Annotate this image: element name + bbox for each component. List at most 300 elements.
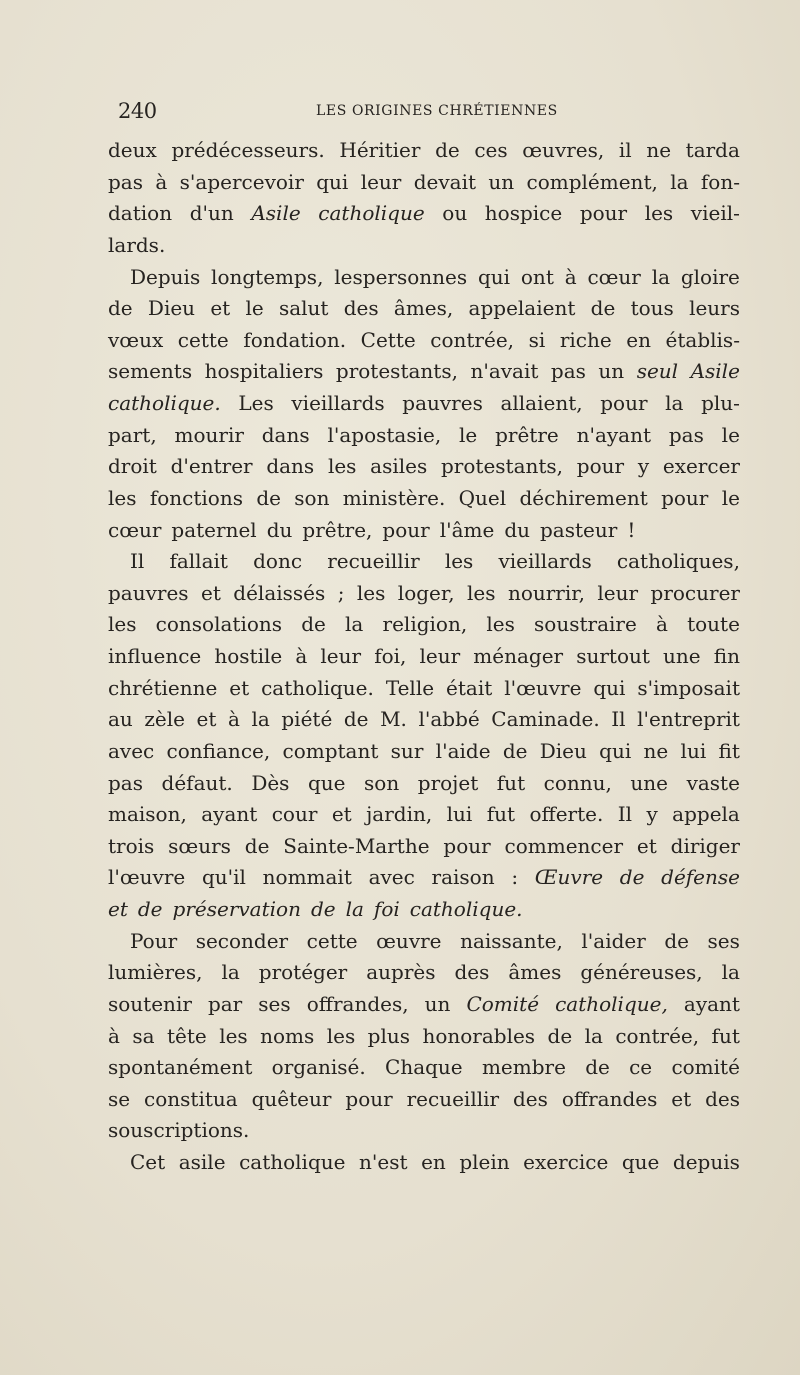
word: sur <box>390 738 424 763</box>
word: la <box>651 264 671 289</box>
word: la <box>721 960 740 985</box>
word: les <box>219 1023 248 1048</box>
word: ou <box>442 201 468 226</box>
word: protestants, <box>441 454 564 479</box>
word: ce <box>629 1055 653 1080</box>
word: généreuses, <box>580 960 703 985</box>
word: piété <box>281 707 333 732</box>
word: de <box>301 612 326 637</box>
word: prédécesseurs. <box>171 138 325 162</box>
word: asiles <box>370 454 428 479</box>
word: zèle <box>144 707 185 732</box>
italic-word: de <box>619 865 645 890</box>
word: cette <box>306 928 358 953</box>
word: confiance, <box>166 738 271 763</box>
word: la <box>345 612 364 637</box>
word: influence <box>108 644 202 668</box>
word: d'entrer <box>170 454 253 479</box>
word: ménager <box>473 644 564 668</box>
word: Sainte-Marthe <box>283 833 430 858</box>
word: établis- <box>665 327 740 352</box>
page-header <box>118 99 758 127</box>
word: pauvres <box>108 580 189 605</box>
italic-word: seul <box>636 359 679 384</box>
word: lumières, <box>108 960 203 985</box>
word: catholiques, <box>616 549 740 574</box>
word: nommait <box>262 865 352 890</box>
text-line <box>108 451 740 483</box>
italic-word: préservation <box>172 897 301 921</box>
text-line <box>108 293 740 325</box>
text-line <box>108 609 740 641</box>
word: procurer <box>650 580 740 605</box>
word: des <box>454 960 490 985</box>
word: organisé. <box>271 1055 366 1080</box>
word: à <box>108 1023 120 1048</box>
word: appela <box>672 802 740 827</box>
word: lui <box>446 802 473 827</box>
word: les <box>444 549 474 574</box>
text-line <box>108 325 740 357</box>
word: de <box>435 138 460 162</box>
word: la <box>251 707 270 732</box>
word: droit <box>108 454 157 479</box>
word: le <box>721 485 740 510</box>
word: paternel <box>171 517 257 542</box>
italic-word: défense <box>661 865 740 890</box>
word: qui <box>316 169 349 194</box>
text-line <box>108 483 740 515</box>
word: à <box>655 612 668 637</box>
word: qui <box>593 675 626 700</box>
word: ne <box>643 738 669 763</box>
word: Chaque <box>385 1055 463 1080</box>
word: y <box>646 802 658 827</box>
word: hospitaliers <box>204 359 324 384</box>
word: pas <box>108 169 143 194</box>
word: les <box>467 580 496 605</box>
word: d'un <box>189 201 234 226</box>
word: de <box>244 833 270 858</box>
word: les <box>108 612 137 637</box>
word: l'œuvre <box>108 865 186 890</box>
text-line <box>108 862 740 894</box>
italic-word: Asile <box>251 201 301 226</box>
text-line <box>108 1052 740 1084</box>
body-text <box>108 135 740 1179</box>
text-line <box>108 831 740 863</box>
word: : <box>511 865 519 890</box>
word: les <box>326 1023 356 1048</box>
word: souscriptions. <box>108 1118 250 1143</box>
word: s'imposait <box>637 675 740 700</box>
word: fallait <box>169 549 228 574</box>
text-line <box>108 578 740 610</box>
italic-word: catholique. <box>108 391 221 415</box>
word: Caminade. <box>491 707 600 732</box>
italic-word: Asile <box>690 359 740 384</box>
word: recueillir <box>406 1086 500 1111</box>
word: des <box>513 1086 548 1111</box>
word: à <box>295 644 308 668</box>
word: maison, <box>108 802 187 827</box>
word: constitua <box>144 1086 238 1111</box>
word: du <box>504 517 530 542</box>
word: Il <box>617 802 633 827</box>
word: leur <box>360 169 402 194</box>
word: les <box>356 580 386 605</box>
word: lui <box>680 738 707 763</box>
word: l'apostasie, <box>327 422 442 447</box>
word: cœur <box>587 264 641 289</box>
word: lards. <box>108 232 166 257</box>
word: de <box>256 485 281 510</box>
word: pour <box>382 517 430 542</box>
word: leur <box>597 580 639 605</box>
word: et <box>671 1086 692 1111</box>
text-line <box>108 641 740 673</box>
word: Dès <box>251 770 290 795</box>
word: vieillards <box>498 549 592 574</box>
text-line <box>108 957 740 989</box>
word: son <box>294 485 330 510</box>
word: Pour <box>130 928 178 953</box>
word: de <box>502 738 528 763</box>
word: les <box>486 612 515 637</box>
italic-word: de <box>137 897 163 921</box>
text-line <box>108 768 740 800</box>
word: que <box>621 1150 660 1174</box>
word: de <box>585 1055 610 1080</box>
word: ses <box>707 928 740 953</box>
word: gloire <box>680 264 740 289</box>
word: salut <box>278 296 329 321</box>
word: sa <box>132 1023 155 1048</box>
word: en <box>626 327 651 352</box>
word: noms <box>260 1023 315 1048</box>
word: défaut. <box>161 770 233 795</box>
word: pasteur <box>540 517 618 542</box>
word: s'apercevoir <box>179 169 304 194</box>
word: pas <box>668 422 704 447</box>
word: Depuis <box>130 264 201 289</box>
page-number: 240 <box>118 99 157 123</box>
word: que <box>307 770 346 795</box>
word: n'est <box>359 1150 408 1174</box>
text-line <box>108 989 740 1021</box>
word: ses <box>258 991 291 1016</box>
word: fonctions <box>149 485 243 510</box>
text-line <box>108 546 740 578</box>
word: au <box>108 707 133 732</box>
word: pour <box>345 1086 393 1111</box>
word: plein <box>459 1150 510 1174</box>
word: se <box>108 1086 131 1111</box>
word: fon- <box>700 169 740 194</box>
word: pour <box>576 454 625 479</box>
word: pour <box>443 833 491 858</box>
word: le <box>721 422 740 447</box>
word: le <box>245 296 264 321</box>
word: les <box>108 485 137 510</box>
word: Cet <box>130 1150 166 1174</box>
word: ne <box>646 138 672 162</box>
word: exercer <box>662 454 740 479</box>
word: appelaient <box>468 296 576 321</box>
word: pour <box>579 201 628 226</box>
word: déchirement <box>519 485 648 510</box>
word: prêtre, <box>302 517 373 542</box>
word: qu'il <box>201 865 246 890</box>
word: fut <box>711 1023 740 1048</box>
word: vœux <box>108 327 164 352</box>
word: de <box>547 1023 573 1048</box>
word: protéger <box>258 960 348 985</box>
word: de <box>664 928 689 953</box>
word: Cette <box>360 327 416 352</box>
word: délaissés <box>233 580 326 605</box>
italic-word: Comité <box>466 991 540 1016</box>
word: œuvre <box>376 928 442 953</box>
word: spontanément <box>108 1055 253 1080</box>
word: comptant <box>282 738 379 763</box>
word: M. <box>380 707 407 732</box>
word: vaste <box>686 770 740 795</box>
word: le <box>459 422 478 447</box>
word: leur <box>320 644 362 668</box>
word: jardin, <box>366 802 433 827</box>
word: l'œuvre <box>504 675 582 700</box>
word: son <box>364 770 400 795</box>
word: consolations <box>155 612 283 637</box>
word: mourir <box>174 422 244 447</box>
word: vieillards <box>291 391 385 415</box>
word: y <box>637 454 650 479</box>
italic-word: de <box>310 897 336 921</box>
text-line <box>108 736 740 768</box>
word: en <box>421 1150 446 1174</box>
text-line <box>108 262 740 294</box>
word: plu- <box>701 391 740 415</box>
word: œuvres, <box>522 138 605 162</box>
word: contrée, <box>430 327 515 352</box>
word: catholique <box>239 1150 346 1174</box>
italic-word: catholique <box>318 201 425 226</box>
word: ont <box>520 264 554 289</box>
word: sœurs <box>168 833 231 858</box>
word: religion, <box>382 612 468 637</box>
word: Héritier <box>339 138 421 162</box>
text-line <box>108 198 740 230</box>
italic-word: foi <box>373 897 400 921</box>
word: leurs <box>689 296 740 321</box>
word: connu, <box>543 770 612 795</box>
word: Telle <box>385 675 435 700</box>
word: une <box>630 770 669 795</box>
word: fut <box>496 770 526 795</box>
word: Il <box>130 549 145 574</box>
text-line <box>108 926 740 958</box>
word: protestants, <box>335 359 458 384</box>
word: loger, <box>397 580 455 605</box>
word: offrandes <box>561 1086 658 1111</box>
text-line <box>108 420 740 452</box>
text-line <box>108 515 740 547</box>
word: n'avait <box>470 359 539 384</box>
word: un <box>488 169 515 194</box>
word: honorables <box>422 1023 536 1048</box>
word: Quel <box>458 485 507 510</box>
word: dans <box>266 454 315 479</box>
word: leur <box>419 644 461 668</box>
word: du <box>266 517 293 542</box>
text-line <box>108 388 740 420</box>
word: depuis <box>672 1150 740 1174</box>
word: fin <box>713 644 740 668</box>
word: pas <box>550 359 586 384</box>
word: deux <box>108 138 157 162</box>
word: seconder <box>195 928 289 953</box>
word: les <box>644 201 674 226</box>
word: et <box>331 802 352 827</box>
word: ayant <box>201 802 258 827</box>
word: ministère. <box>342 485 446 510</box>
word: plus <box>367 1023 410 1048</box>
word: l'entreprit <box>637 707 740 732</box>
word: comité <box>671 1055 740 1080</box>
word: la <box>665 391 684 415</box>
word: l'aide <box>435 738 491 763</box>
word: cette <box>177 327 229 352</box>
word: sements <box>108 359 193 384</box>
text-line <box>108 135 740 167</box>
word: offerte. <box>529 802 604 827</box>
word: à <box>564 264 577 289</box>
word: ayant <box>683 991 740 1016</box>
italic-word: catholique, <box>555 991 668 1016</box>
word: si <box>528 327 546 352</box>
text-line <box>108 1021 740 1053</box>
word: pas <box>108 770 143 795</box>
text-line <box>108 230 740 262</box>
text-line <box>108 1084 740 1116</box>
word: asile <box>178 1150 226 1174</box>
word: complément, <box>526 169 658 194</box>
word: Dieu <box>539 738 587 763</box>
word: était <box>446 675 493 700</box>
word: et <box>210 296 231 321</box>
word: cour <box>271 802 318 827</box>
word: fondation. <box>243 327 347 352</box>
word: nourrir, <box>507 580 585 605</box>
word: l'aider <box>581 928 646 953</box>
text-line <box>108 894 740 926</box>
word: et <box>196 707 217 732</box>
word: ! <box>627 517 636 542</box>
word: à <box>227 707 240 732</box>
word: Dieu <box>147 296 196 321</box>
word: avec <box>108 738 155 763</box>
text-line <box>108 167 740 199</box>
word: quêteur <box>251 1086 332 1111</box>
word: ces <box>474 138 508 162</box>
word: un <box>424 991 451 1016</box>
word: à <box>155 169 168 194</box>
word: membre <box>481 1055 566 1080</box>
word: pour <box>661 485 709 510</box>
word: dation <box>108 201 173 226</box>
word: donc <box>253 549 303 574</box>
word: allaient, <box>500 391 583 415</box>
word: tarda <box>685 138 740 162</box>
word: surtout <box>576 644 650 668</box>
word: foi, <box>374 644 407 668</box>
word: naissante, <box>460 928 563 953</box>
word: raison <box>431 865 495 890</box>
word: n'ayant <box>576 422 652 447</box>
word: la <box>221 960 240 985</box>
italic-word: et <box>108 897 128 921</box>
text-line <box>108 1147 740 1179</box>
word: les <box>327 454 357 479</box>
word: pauvres <box>402 391 483 415</box>
text-line <box>108 704 740 736</box>
word: riche <box>559 327 612 352</box>
word: trois <box>108 833 155 858</box>
word: ; <box>337 580 345 605</box>
word: Les <box>238 391 274 415</box>
text-line <box>108 799 740 831</box>
text-line <box>108 356 740 388</box>
word: soutenir <box>108 991 192 1016</box>
word: fut <box>486 802 516 827</box>
word: la <box>584 1023 603 1048</box>
word: exercice <box>523 1150 609 1174</box>
word: catholique. <box>261 675 374 700</box>
italic-word: catholique. <box>409 897 523 921</box>
word: avec <box>368 865 415 890</box>
word: âmes, <box>393 296 454 321</box>
word: longtemps, <box>211 264 324 289</box>
word: l'abbé <box>418 707 480 732</box>
word: âmes <box>508 960 562 985</box>
word: soustraire <box>534 612 637 637</box>
word: cœur <box>108 517 162 542</box>
word: de <box>343 707 369 732</box>
word: commencer <box>504 833 624 858</box>
word: hostile <box>214 644 283 668</box>
word: un <box>598 359 625 384</box>
word: pour <box>600 391 648 415</box>
word: auprès <box>366 960 436 985</box>
italic-word: la <box>345 897 364 921</box>
running-head: LES ORIGINES CHRÉTIENNES <box>316 103 558 119</box>
word: qui <box>477 264 511 289</box>
text-line <box>108 1115 740 1147</box>
word: des <box>343 296 379 321</box>
word: et <box>201 580 221 605</box>
word: dans <box>261 422 310 447</box>
word: une <box>663 644 701 668</box>
word: lespersonnes <box>334 264 468 289</box>
word: de <box>590 296 616 321</box>
word: fit <box>718 738 740 763</box>
word: par <box>207 991 243 1016</box>
word: toute <box>687 612 740 637</box>
word: projet <box>417 770 479 795</box>
word: prêtre <box>495 422 559 447</box>
word: devait <box>413 169 477 194</box>
